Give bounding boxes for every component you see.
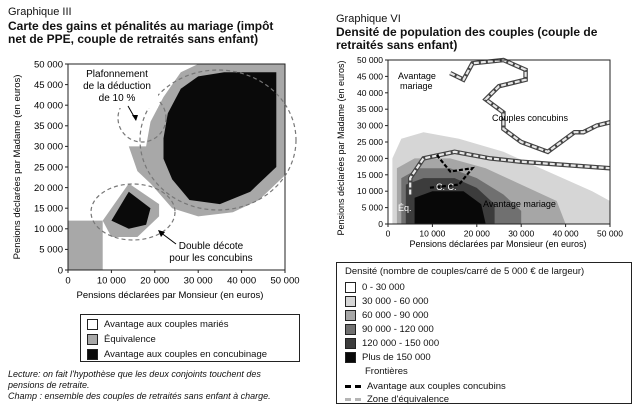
left-y-axis-label: Pensions déclarées par Madame (en euros) <box>12 74 23 260</box>
left-legend-label: Avantage aux couples en concubinage <box>104 349 268 360</box>
left-x-tick-label-0: 0 <box>65 275 71 287</box>
right-y-tick-label-5: 25 000 <box>357 136 383 147</box>
right-y-tick-label-4: 20 000 <box>357 153 383 164</box>
left-x-tick-label-5: 50 000 <box>270 275 300 287</box>
density-swatch-1 <box>345 296 356 307</box>
frontier-dashed-black-icon <box>345 385 361 388</box>
right-y-tick-label-3: 15 000 <box>357 169 383 180</box>
right-x-tick-label-0: 0 <box>385 228 391 239</box>
left-x-tick-label-4: 40 000 <box>227 275 257 287</box>
left-x-tick-label-1: 10 000 <box>96 275 126 287</box>
right-y-tick-label-2: 10 000 <box>357 186 383 197</box>
left-y-tick-label-5: 25 000 <box>33 162 63 174</box>
left-y-tick-label-7: 35 000 <box>33 121 63 133</box>
legend-swatch-white <box>87 319 98 330</box>
right-annotation-avantage-top-2: mariage <box>400 81 433 91</box>
left-legend-label: Équivalence <box>104 334 156 345</box>
right-x-axis-label: Pensions déclarées par Monsieur (en euros) <box>409 239 587 249</box>
left-arrowhead-plafond <box>132 115 138 121</box>
right-legend-label: 30 000 - 60 000 <box>362 295 429 307</box>
right-chart-title-line2: retraités sans enfant) <box>336 38 458 52</box>
right-legend-label: 60 000 - 90 000 <box>362 309 429 321</box>
right-legend-item-0 <box>345 280 631 294</box>
right-annotation-eq: Éq. <box>398 203 412 213</box>
right-frontieres-title: Frontières <box>365 366 408 377</box>
left-x-tick-label-2: 20 000 <box>140 275 170 287</box>
legend-swatch-black <box>87 349 98 360</box>
right-y-tick-label-10: 50 000 <box>357 54 383 65</box>
left-region-0 <box>68 221 103 270</box>
left-y-tick-label-9: 45 000 <box>33 79 63 91</box>
right-legend <box>336 262 632 404</box>
right-legend-item-1 <box>345 294 631 308</box>
legend-swatch-gray <box>87 334 98 345</box>
left-annotation-decote-2: pour les concubins <box>169 253 253 264</box>
left-annotation-plafond-2: de la déduction <box>83 81 151 92</box>
left-heatmap-chart <box>0 48 310 306</box>
left-y-tick-label-2: 10 000 <box>33 224 63 236</box>
right-legend-item-3 <box>345 322 631 336</box>
right-y-tick-label-1: 5 000 <box>361 202 383 213</box>
left-legend <box>80 314 300 362</box>
right-x-tick-label-3: 30 000 <box>508 228 535 239</box>
left-legend-item-maries <box>87 317 299 332</box>
density-swatch-0 <box>345 282 356 293</box>
left-y-tick-label-0: 0 <box>57 265 63 277</box>
right-x-tick-label-5: 50 000 <box>597 228 623 239</box>
left-y-tick-label-8: 40 000 <box>33 100 63 112</box>
density-swatch-4 <box>345 338 356 349</box>
right-legend-label: 90 000 - 120 000 <box>362 323 434 335</box>
right-legend-title: Densité (nombre de couples/carré de 5 000 € de largeur) <box>345 266 585 277</box>
right-legend-label: 0 - 30 000 <box>362 281 405 293</box>
right-x-tick-label-4: 40 000 <box>552 228 579 239</box>
left-note-line2: pensions de retraite. <box>8 380 90 390</box>
right-frontier-item-equivalence <box>345 393 631 406</box>
left-x-axis-label: Pensions déclarées par Monsieur (en euros) <box>76 290 264 301</box>
left-y-tick-label-4: 20 000 <box>33 182 63 194</box>
left-chart-title-line2: net de PPE, couple de retraités sans enfant) <box>8 32 259 46</box>
left-annotation-plafond-1: Plafonnement <box>86 69 148 80</box>
right-legend-label: Plus de 150 000 <box>362 351 431 363</box>
frontier-dashed-gray-icon <box>345 398 361 401</box>
left-y-tick-label-6: 30 000 <box>33 141 63 153</box>
right-y-axis-label: Pensions déclarées par Madame (en euros) <box>336 60 346 236</box>
right-frontier-label: Avantage aux couples concubins <box>367 381 506 392</box>
left-annotation-plafond-3: de 10 % <box>98 93 136 104</box>
right-x-tick-label-2: 20 000 <box>463 228 490 239</box>
left-chart-title-line1: Carte des gains et pénalités au mariage (impôt <box>8 19 274 33</box>
right-density-chart <box>326 54 632 252</box>
right-annotation-couples-concubins: Couples concubins <box>492 113 569 123</box>
right-y-tick-label-0: 0 <box>378 218 383 229</box>
right-x-tick-label-1: 10 000 <box>419 228 446 239</box>
right-annotation-cc: C. C. <box>436 182 457 192</box>
right-annotation-avantage-top-1: Avantage <box>398 71 436 81</box>
left-annotation-decote-1: Double décote <box>178 241 244 252</box>
right-legend-item-2 <box>345 308 631 322</box>
right-legend-item-5 <box>345 350 631 364</box>
left-note-line3: Champ : ensemble des couples de retraités sans enfant à charge. <box>8 391 271 401</box>
right-y-tick-label-9: 45 000 <box>357 71 383 82</box>
right-legend-item-4 <box>345 336 631 350</box>
density-swatch-3 <box>345 324 356 335</box>
right-y-tick-label-7: 35 000 <box>357 104 383 115</box>
left-figure-label: Graphique III <box>8 6 72 18</box>
density-swatch-2 <box>345 310 356 321</box>
right-annotation-avantage-bottom: Avantage mariage <box>483 199 556 209</box>
right-legend-label: 120 000 - 150 000 <box>362 337 440 349</box>
left-legend-label: Avantage aux couples mariés <box>104 319 229 330</box>
left-y-tick-label-3: 15 000 <box>33 203 63 215</box>
right-figure-label: Graphique VI <box>336 13 401 25</box>
right-frontier-item-concubins <box>345 380 631 393</box>
left-legend-item-equivalence <box>87 332 299 347</box>
left-note-line1: Lecture: on fait l'hypothèse que les deux conjoints touchent des <box>8 369 261 379</box>
right-frontier-label: Zone d'équivalence <box>367 394 450 405</box>
right-y-tick-label-6: 30 000 <box>357 120 383 131</box>
right-y-tick-label-8: 40 000 <box>357 87 383 98</box>
left-y-tick-label-1: 5 000 <box>39 244 63 256</box>
left-x-tick-label-3: 30 000 <box>183 275 213 287</box>
density-swatch-5 <box>345 352 356 363</box>
left-legend-item-concubinage <box>87 347 299 362</box>
left-y-tick-label-10: 50 000 <box>33 59 63 71</box>
right-chart-title-line1: Densité de population des couples (couple de <box>336 25 598 39</box>
